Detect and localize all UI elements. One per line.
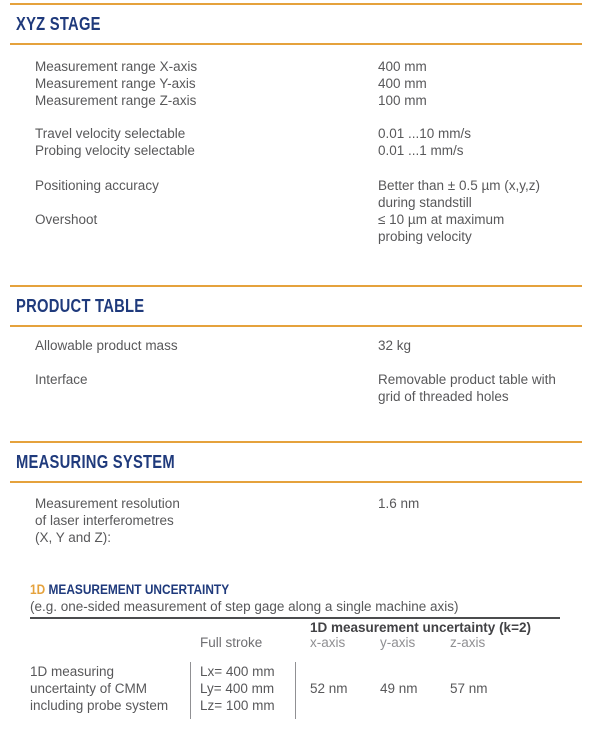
table-row	[0, 388, 600, 405]
spec-value: 1.6 nm	[378, 496, 420, 511]
uncertainty-row-label-line: 1D measuring	[30, 664, 115, 679]
section-measuring-system	[0, 441, 600, 741]
table-row	[0, 142, 600, 159]
table-row	[0, 92, 600, 109]
column-header-x-axis: x-axis	[310, 635, 346, 650]
spec-label: (X, Y and Z):	[35, 530, 112, 545]
uncertainty-value-z: 57 nm	[450, 681, 488, 696]
spec-value: during standstill	[378, 195, 472, 210]
full-stroke-line: Ly= 400 mm	[200, 681, 275, 696]
spec-label: Measurement range Z-axis	[35, 93, 197, 108]
full-stroke-line: Lz= 100 mm	[200, 698, 275, 713]
section-title-product-table	[16, 295, 582, 317]
spec-value: 400 mm	[378, 59, 427, 74]
table-row	[0, 371, 600, 388]
orange-divider	[10, 481, 582, 483]
table-row	[0, 177, 600, 194]
section-product-table	[0, 285, 600, 405]
spec-label: Measurement resolution	[35, 496, 180, 511]
spec-value: grid of threaded holes	[378, 389, 509, 404]
table-row	[0, 58, 600, 75]
spec-value: Better than ± 0.5 µm (x,y,z)	[378, 178, 540, 193]
vertical-divider	[190, 662, 191, 719]
uncertainty-group-header: 1D measurement uncertainty (k=2)	[310, 620, 531, 635]
section-title-xyz-stage	[16, 13, 582, 35]
spec-label	[35, 228, 378, 245]
section-title-text: MEASURING SYSTEM	[16, 452, 175, 472]
orange-divider	[10, 441, 582, 443]
table-row	[0, 529, 600, 546]
orange-divider	[10, 3, 582, 5]
full-stroke-cell	[200, 663, 275, 714]
table-row	[0, 228, 600, 245]
orange-divider	[10, 325, 582, 327]
full-stroke-line: Lx= 400 mm	[200, 664, 275, 679]
spec-label: of laser interferometres	[35, 513, 174, 528]
section-title-measuring-system	[16, 451, 582, 473]
spec-value	[378, 529, 590, 546]
spec-value: 0.01 ...1 mm/s	[378, 143, 464, 158]
spec-label: Allowable product mass	[35, 338, 178, 353]
spec-label: Overshoot	[35, 212, 98, 227]
section-title-text: XYZ STAGE	[16, 14, 101, 34]
spec-group-velocity	[0, 125, 600, 159]
uncertainty-value-y: 49 nm	[380, 681, 418, 696]
uncertainty-subheading-prefix: 1D	[30, 582, 46, 597]
spec-group-resolution	[0, 495, 600, 546]
vertical-divider	[295, 662, 296, 719]
spec-label	[35, 194, 378, 211]
spec-group-interface	[0, 371, 600, 405]
spec-label: Measurement range Y-axis	[35, 76, 196, 91]
spec-group-mass	[0, 337, 600, 354]
column-header-full-stroke: Full stroke	[200, 635, 263, 650]
spec-label: Travel velocity selectable	[35, 126, 186, 141]
uncertainty-row-label-line: uncertainty of CMM	[30, 681, 148, 696]
uncertainty-subheading	[30, 582, 600, 597]
section-xyz-stage	[0, 3, 600, 245]
spec-value: 100 mm	[378, 93, 427, 108]
orange-divider	[10, 43, 582, 45]
spec-label	[35, 388, 378, 405]
orange-divider	[10, 285, 582, 287]
spec-value: probing velocity	[378, 229, 472, 244]
uncertainty-subtitle: (e.g. one-sided measurement of step gage along a single machine axis)	[30, 599, 459, 614]
spec-group-measurement-range	[0, 58, 600, 109]
spec-label: Measurement range X-axis	[35, 59, 198, 74]
table-row	[0, 495, 600, 512]
spec-value	[378, 512, 590, 529]
table-row	[0, 337, 600, 354]
table-row	[0, 125, 600, 142]
spec-group-accuracy	[0, 177, 600, 245]
table-row	[0, 211, 600, 228]
spec-label: Interface	[35, 372, 88, 387]
uncertainty-row-label	[30, 663, 168, 714]
table-row	[0, 194, 600, 211]
table-row	[0, 75, 600, 92]
uncertainty-row-label-line: including probe system	[30, 698, 169, 713]
spec-value: 32 kg	[378, 338, 412, 353]
table-row	[0, 512, 600, 529]
column-header-y-axis: y-axis	[380, 635, 416, 650]
spec-value: Removable product table with	[378, 372, 556, 387]
spec-value: 400 mm	[378, 76, 427, 91]
uncertainty-table	[30, 619, 600, 741]
uncertainty-subheading-text	[30, 582, 229, 597]
spec-label: Positioning accuracy	[35, 178, 159, 193]
uncertainty-value-x: 52 nm	[310, 681, 348, 696]
spec-label: Probing velocity selectable	[35, 143, 195, 158]
spec-value: ≤ 10 µm at maximum	[378, 212, 505, 227]
section-title-text: PRODUCT TABLE	[16, 296, 145, 316]
column-header-z-axis: z-axis	[450, 635, 486, 650]
uncertainty-subheading-rest: MEASUREMENT UNCERTAINTY	[45, 582, 230, 597]
spec-value: 0.01 ...10 mm/s	[378, 126, 472, 141]
